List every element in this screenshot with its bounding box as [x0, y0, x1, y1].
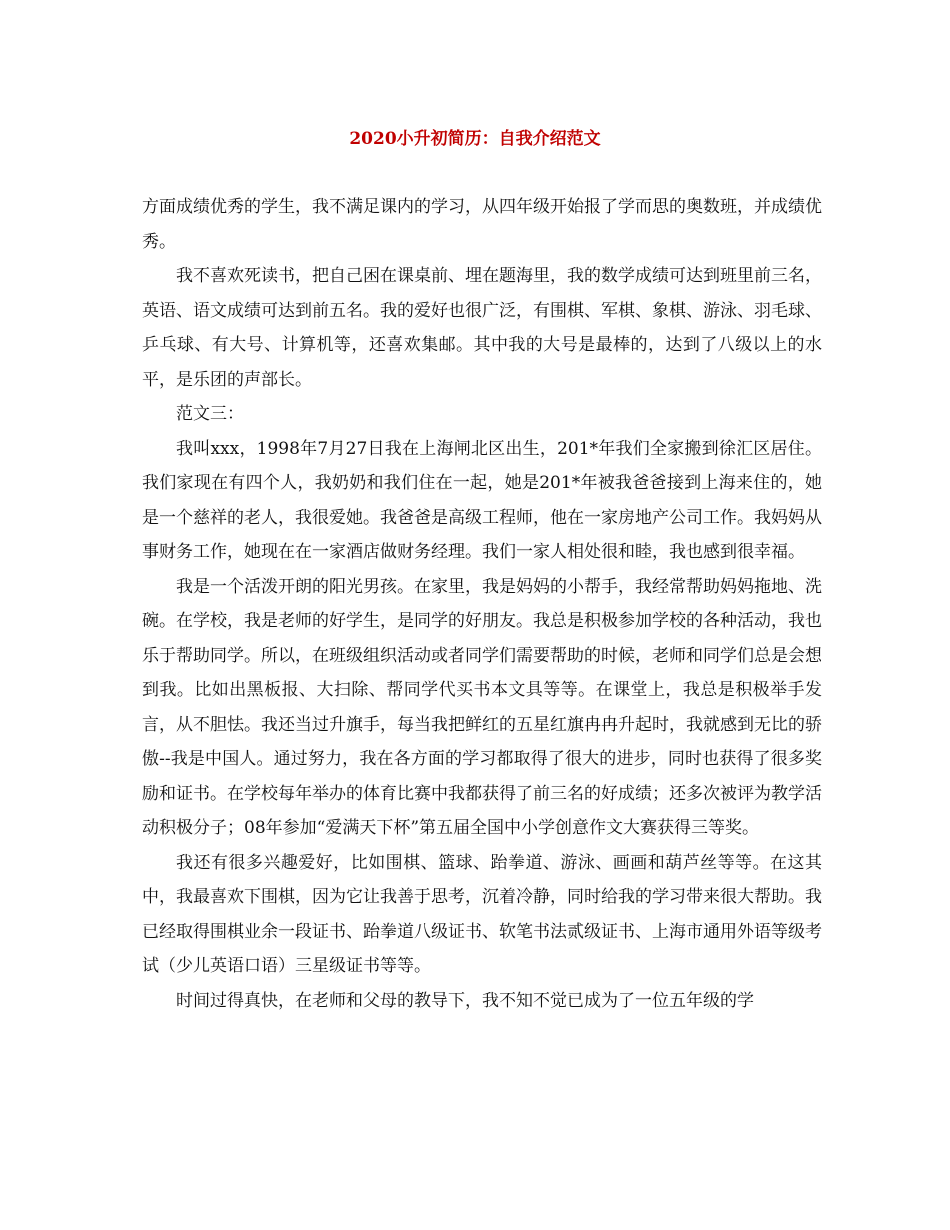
document-title: 2020小升初简历：自我介绍范文: [349, 129, 601, 149]
paragraph-closing: 时间过得真快，在老师和父母的教导下，我不知不觉已成为了一位五年级的学: [176, 990, 754, 1011]
document-body: [142, 190, 822, 1018]
paragraph-hobbies: 我不喜欢死读书，把自己困在课桌前、埋在题海里，我的数学成绩可达到班里前三名，英语、语文成绩可达到前五名。我的爱好也很广泛，有围棋、军棋、象棋、游泳、羽毛球、乒乓球、有大号、计算机等，还喜欢集邮。其中我的大号是最棒的，达到了八级以上的水平，是乐团的声部长。: [142, 266, 822, 390]
paragraph-personality: 我是一个活泼开朗的阳光男孩。在家里，我是妈妈的小帮手，我经常帮助妈妈拖地、洗碗。在学校，我是老师的好学生，是同学的好朋友。我总是积极参加学校的各种活动，我也乐于帮助同学。所以，在班级组织活动或者同学们需要帮助的时候，老师和同学们总是会想到我。比如出黑板报、大扫除、帮同学代买书本文具等等。在课堂上，我总是积极举手发言，从不胆怯。我还当过升旗手，每当我把鲜红的五星红旗冉冉升起时，我就感到无比的骄傲--我是中国人。通过努力，我在各方面的学习都取得了很大的进步，同时也获得了很多奖励和证书。在学校每年举办的体育比赛中我都获得了前三名的好成绩；还多次被评为教学活动积极分子；08年参加“爱满天下杯”第五届全国中小学创意作文大赛获得三等奖。: [142, 576, 822, 838]
paragraph-family: 我叫xxx，1998年7月27日我在上海闸北区出生，201*年我们全家搬到徐汇区居住。我们家现在有四个人，我奶奶和我们住在一起，她是201*年被我爸爸接到上海来住的，她是一个慈祥的老人，我很爱她。我爸爸是高级工程师，他在一家房地产公司工作。我妈妈从事财务工作，她现在在一家酒店做财务经理。我们一家人相处很和睦，我也感到很幸福。: [142, 438, 822, 562]
paragraph-interests: 我还有很多兴趣爱好，比如围棋、篮球、跆拳道、游泳、画画和葫芦丝等等。在这其中，我最喜欢下围棋，因为它让我善于思考，沉着冷静，同时给我的学习带来很大帮助。我已经取得围棋业余一段证书、跆拳道八级证书、软笔书法贰级证书、上海市通用外语等级考试（少儿英语口语）三星级证书等等。: [142, 852, 822, 976]
section-heading-sample-three: 范文三：: [176, 404, 244, 424]
paragraph-continuation: 方面成绩优秀的学生，我不满足课内的学习，从四年级开始报了学而思的奥数班，并成绩优秀。: [142, 197, 822, 252]
